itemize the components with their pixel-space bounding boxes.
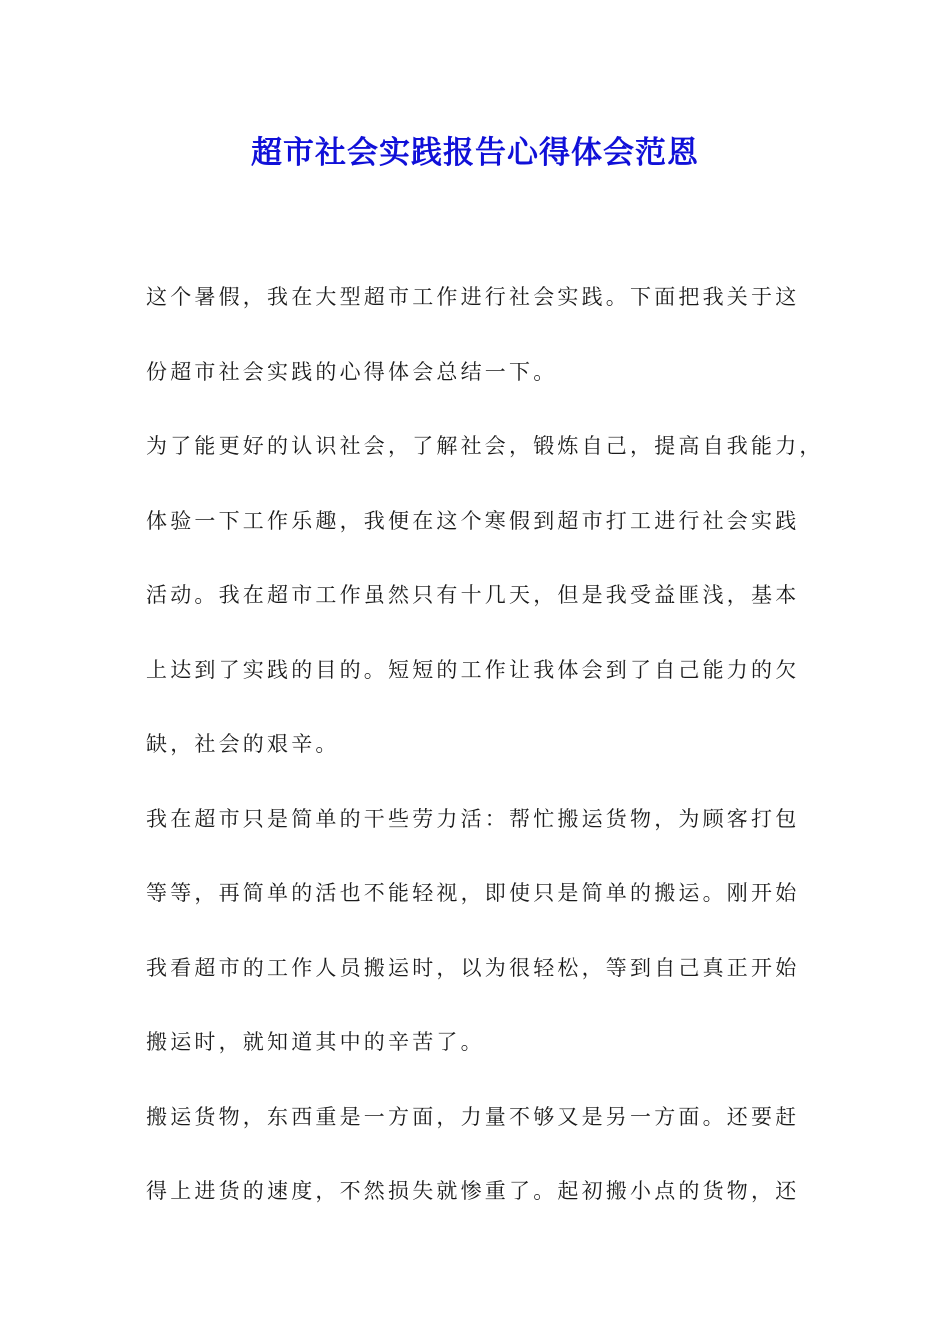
text-line: 为了能更好的认识社会，了解社会，锻炼自己，提高自我能力， — [146, 434, 824, 458]
text-line: 活动。我在超市工作虽然只有十几天，但是我受益匪浅，基本 — [146, 583, 800, 607]
paragraph-4 — [146, 1080, 816, 1229]
text-line: 缺，社会的艰辛。 — [146, 732, 340, 756]
text-line: 搬运时，就知道其中的辛苦了。 — [146, 1030, 485, 1054]
document-title: 超市社会实践报告心得体会范恩 — [251, 135, 699, 171]
text-line: 搬运货物，东西重是一方面，力量不够又是另一方面。还要赶 — [146, 1104, 800, 1129]
text-line: 体验一下工作乐趣，我便在这个寒假到超市打工进行社会实践 — [146, 508, 800, 533]
paragraph-1 — [146, 260, 816, 409]
text-line: 得上进货的速度，不然损失就惨重了。起初搬小点的货物，还 — [146, 1179, 800, 1203]
text-line: 我看超市的工作人员搬运时，以为很轻松，等到自己真正开始 — [146, 955, 800, 980]
text-line: 份超市社会实践的心得体会总结一下。 — [146, 359, 558, 384]
text-line: 我在超市只是简单的干些劳力活：帮忙搬运货物，为顾客打包 — [146, 806, 800, 831]
text-line: 等等，再简单的活也不能轻视，即使只是简单的搬运。刚开始 — [146, 881, 800, 905]
text-line: 这个暑假，我在大型超市工作进行社会实践。下面把我关于这 — [146, 285, 800, 309]
text-line: 上达到了实践的目的。短短的工作让我体会到了自己能力的欠 — [146, 657, 800, 682]
paragraph-3 — [146, 782, 816, 1080]
document-body — [146, 260, 824, 1229]
paragraph-2 — [146, 409, 824, 782]
